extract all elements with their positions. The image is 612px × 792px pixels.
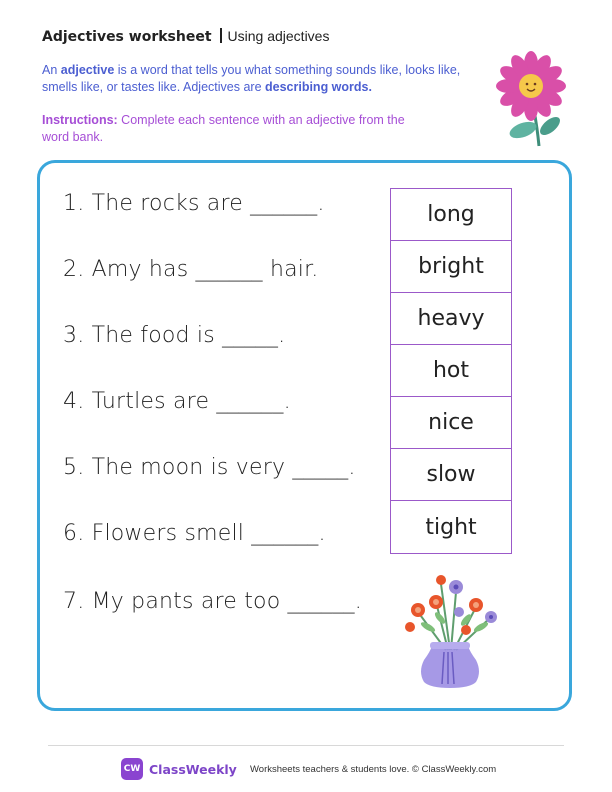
header-divider [220,28,222,43]
intro-keyword-adjective: adjective [60,63,115,77]
logo-badge-icon: CW [121,758,143,780]
page-header [42,28,329,45]
word-bank-item: tight [425,514,477,540]
intro-text-1: An [42,63,61,77]
pink-flower-icon [493,50,569,150]
sentence-2: 2. Amy has ______ hair. [63,257,319,282]
instructions-label: Instructions: [42,113,118,127]
worksheet-subtitle: Using adjectives [227,28,330,44]
intro-paragraph [42,62,462,96]
sentence-1: 1. The rocks are ______. [63,191,325,216]
sentence-7: 7. My pants are too ______. [63,589,362,614]
word-bank-item: slow [391,449,511,501]
word-bank-item: heavy [391,293,511,345]
sentence-6: 6. Flowers smell ______. [63,521,326,546]
logo-text: ClassWeekly [149,761,237,777]
word-bank-item: long [391,189,511,241]
intro-keyword-describing: describing words. [265,80,372,94]
word-bank-item: hot [391,345,511,397]
flower-vase-icon [396,572,506,692]
sentence-3: 3. The food is _____. [63,323,286,348]
word-bank-item: nice [391,397,511,449]
sentence-5: 5. The moon is very _____. [63,455,356,480]
sentence-4: 4. Turtles are ______. [63,389,291,414]
worksheet-title: Adjectives worksheet [42,29,212,45]
instructions-paragraph [42,112,422,146]
footer-tagline: Worksheets teachers & students love. © ClassWeekly.com [250,764,497,775]
instructions-text: Complete each sentence with an adjective from the word bank. [42,113,405,144]
word-bank-item: bright [391,241,511,293]
footer-divider [48,745,564,746]
classweekly-logo[interactable] [121,758,237,780]
intro-text-2: is a word that tells you what something sounds like, looks like, smells like, or tastes like. Adjectives are [42,63,461,94]
word-bank [390,188,512,554]
